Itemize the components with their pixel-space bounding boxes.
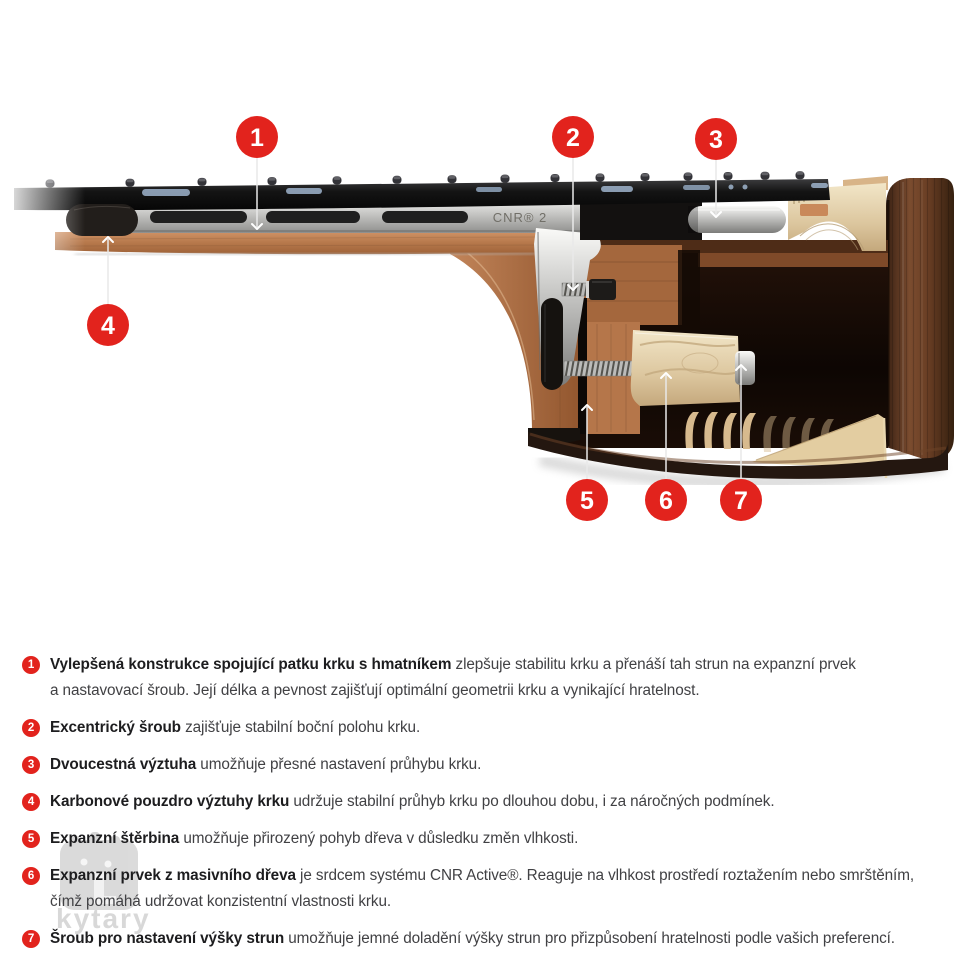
truss-rod	[688, 206, 786, 233]
svg-text:2: 2	[566, 124, 580, 152]
legend-item-description: umožňuje přirozený pohyb dřeva v důsledku změn vlhkosti.	[183, 830, 579, 847]
svg-text:6: 6	[659, 487, 673, 515]
legend-badge-7: 7	[22, 930, 40, 948]
svg-text:7: 7	[734, 487, 748, 515]
legend-item-3	[22, 752, 954, 778]
legend-item-title: Expanzní štěrbina	[50, 830, 180, 847]
fretboard	[14, 171, 830, 210]
photo-fade	[0, 168, 85, 268]
neck-wood-strip	[55, 232, 560, 255]
cnr-engraving: CNR® 2	[492, 210, 548, 225]
legend-item-description: a nastavovací šroub. Její délka a pevnost zajišťují optimální geometrii krku a vynikající hratelnost.	[50, 682, 700, 699]
legend-badge-6: 6	[22, 867, 40, 885]
legend-item-title: Vylepšená konstrukce spojující patku krku s hmatníkem	[50, 656, 452, 673]
expansion-wood-block	[631, 330, 740, 406]
kytary-watermark-text: kytary	[56, 903, 151, 934]
legend-item-description: čímž pomáhá udržovat konzistentní vlastnosti krku.	[50, 893, 392, 910]
svg-text:3: 3	[709, 126, 723, 154]
svg-text:1: 1	[250, 124, 264, 152]
legend-item-title: Expanzní prvek z masivního dřeva	[50, 867, 296, 884]
blade-tip	[541, 298, 563, 390]
legend-item-description: zajišťuje stabilní boční polohu krku.	[185, 719, 421, 736]
legend-item-5	[22, 826, 954, 852]
interior-shelf	[698, 253, 888, 268]
legend-item-description: je srdcem systému CNR Active®. Reaguje na vlhkost prostředí roztažením nebo smrštěním,	[300, 867, 914, 884]
legend	[22, 652, 954, 963]
legend-item-description: umožňuje jemné doladění výšky strun pro přizpůsobení hratelnosti podle vašich preferencí.	[288, 930, 895, 947]
plate-slot	[150, 211, 247, 223]
legend-badge-4: 4	[22, 793, 40, 811]
legend-badge-3: 3	[22, 756, 40, 774]
legend-item-description: udržuje stabilní průhyb krku po dlouhou dobu, i za náročných podmínek.	[293, 793, 775, 810]
legend-item-1	[22, 652, 954, 704]
legend-badge-5: 5	[22, 830, 40, 848]
legend-item-title: Excentrický šroub	[50, 719, 181, 736]
legend-item-title: Šroub pro nastavení výšky strun	[50, 930, 285, 947]
plate-slot	[382, 211, 468, 223]
svg-text:5: 5	[580, 487, 594, 515]
legend-item-title: Dvoucestná výztuha	[50, 756, 197, 773]
svg-text:4: 4	[101, 312, 115, 340]
bracket-inset	[800, 204, 828, 216]
plate-slot	[266, 211, 360, 223]
legend-item-4	[22, 789, 954, 815]
legend-badge-1: 1	[22, 656, 40, 674]
adjustment-screw-shaft	[564, 361, 638, 376]
legend-item-title: Karbonové pouzdro výztuhy krku	[50, 793, 290, 810]
legend-item-description: zlepšuje stabilitu krku a přenáší tah strun na expanzní prvek	[455, 656, 856, 673]
legend-item-description: umožňuje přesné nastavení průhybu krku.	[200, 756, 482, 773]
legend-item-6	[22, 863, 954, 915]
legend-item-2	[22, 715, 954, 741]
legend-badge-2: 2	[22, 719, 40, 737]
legend-item-7	[22, 926, 954, 952]
